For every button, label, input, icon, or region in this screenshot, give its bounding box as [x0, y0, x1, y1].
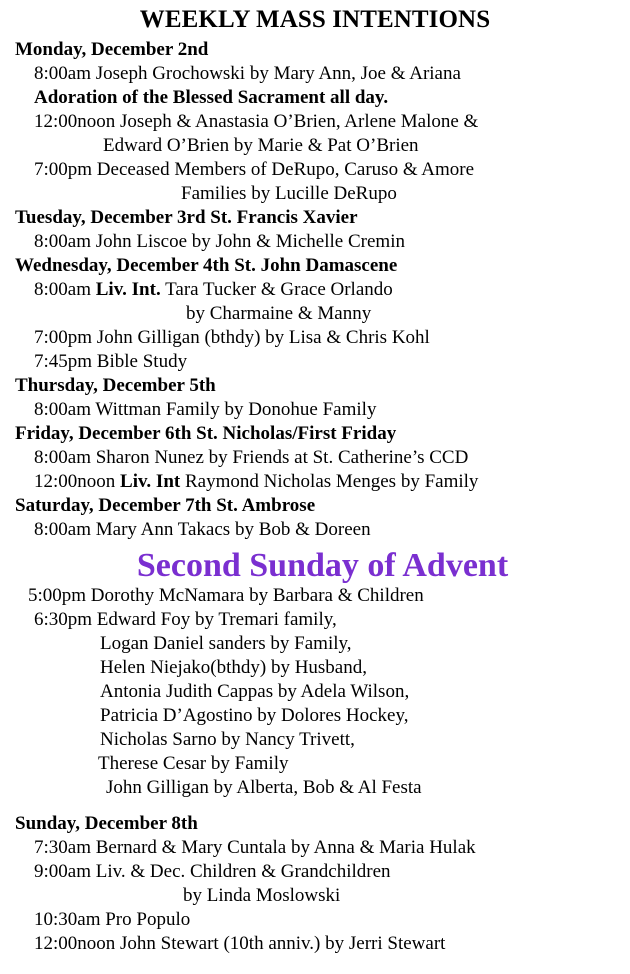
intention-entry: 8:00am Mary Ann Takacs by Bob & Doreen — [34, 519, 371, 540]
intention-continuation: Helen Niejako(bthdy) by Husband, — [100, 657, 367, 678]
intention-continuation: by Linda Moslowski — [183, 885, 341, 906]
day-heading-tuesday: Tuesday, December 3rd St. Francis Xavier — [15, 207, 358, 228]
day-heading-thursday: Thursday, December 5th — [15, 375, 216, 396]
living-intention-label: Liv. Int. — [95, 279, 161, 300]
intention-entry: 6:30pm Edward Foy by Tremari family, — [34, 609, 337, 630]
advent-heading: Second Sunday of Advent — [136, 547, 509, 584]
intention-continuation: Antonia Judith Cappas by Adela Wilson, — [100, 681, 410, 702]
intention-entry: 5:00pm Dorothy McNamara by Barbara & Children — [28, 585, 424, 606]
intention-continuation: John Gilligan by Alberta, Bob & Al Festa — [106, 777, 422, 798]
intention-text: Tara Tucker & Grace Orlando — [160, 279, 393, 300]
intention-continuation: Edward O’Brien by Marie & Pat O’Brien — [103, 135, 419, 156]
intention-entry — [34, 278, 393, 301]
intention-continuation: Therese Cesar by Family — [98, 753, 289, 774]
day-heading-saturday: Saturday, December 7th St. Ambrose — [15, 495, 316, 516]
intention-entry: 8:00am Wittman Family by Donohue Family — [34, 399, 377, 420]
intention-entry: 9:00am Liv. & Dec. Children & Grandchildren — [34, 861, 391, 882]
day-heading-friday: Friday, December 6th St. Nicholas/First Friday — [15, 423, 397, 444]
event-entry: 7:45pm Bible Study — [34, 351, 188, 372]
intention-continuation: Nicholas Sarno by Nancy Trivett, — [100, 729, 355, 750]
intention-entry: 8:00am Joseph Grochowski by Mary Ann, Joe & Ariana — [34, 63, 461, 84]
page-title: WEEKLY MASS INTENTIONS — [139, 6, 491, 33]
intention-text: Raymond Nicholas Menges by Family — [180, 471, 479, 492]
intention-entry: 8:00am John Liscoe by John & Michelle Cremin — [34, 231, 405, 252]
intention-entry: 12:00noon Joseph & Anastasia O’Brien, Arlene Malone & — [34, 111, 479, 132]
intention-entry: 10:30am Pro Populo — [34, 909, 191, 930]
living-intention-label: Liv. Int — [120, 471, 181, 492]
intention-continuation: Families by Lucille DeRupo — [181, 183, 397, 204]
event-entry: Adoration of the Blessed Sacrament all day. — [34, 87, 389, 108]
intention-time: 12:00noon — [34, 471, 121, 492]
intention-continuation: by Charmaine & Manny — [186, 303, 372, 324]
intention-entry: 8:00am Sharon Nunez by Friends at St. Catherine’s CCD — [34, 447, 469, 468]
intention-time: 8:00am — [34, 279, 96, 300]
day-heading-wednesday: Wednesday, December 4th St. John Damascene — [15, 255, 398, 276]
intention-continuation: Logan Daniel sanders by Family, — [100, 633, 352, 654]
intention-entry: 12:00noon John Stewart (10th anniv.) by Jerri Stewart — [34, 933, 446, 954]
intention-entry: 7:30am Bernard & Mary Cuntala by Anna & Maria Hulak — [34, 837, 476, 858]
intention-entry: 7:00pm John Gilligan (bthdy) by Lisa & Chris Kohl — [34, 327, 430, 348]
intention-continuation: Patricia D’Agostino by Dolores Hockey, — [100, 705, 409, 726]
day-heading-monday: Monday, December 2nd — [15, 39, 209, 60]
intention-entry: 7:00pm Deceased Members of DeRupo, Caruso & Amore — [34, 159, 475, 180]
intention-entry — [34, 470, 478, 493]
day-heading-sunday: Sunday, December 8th — [15, 813, 198, 834]
